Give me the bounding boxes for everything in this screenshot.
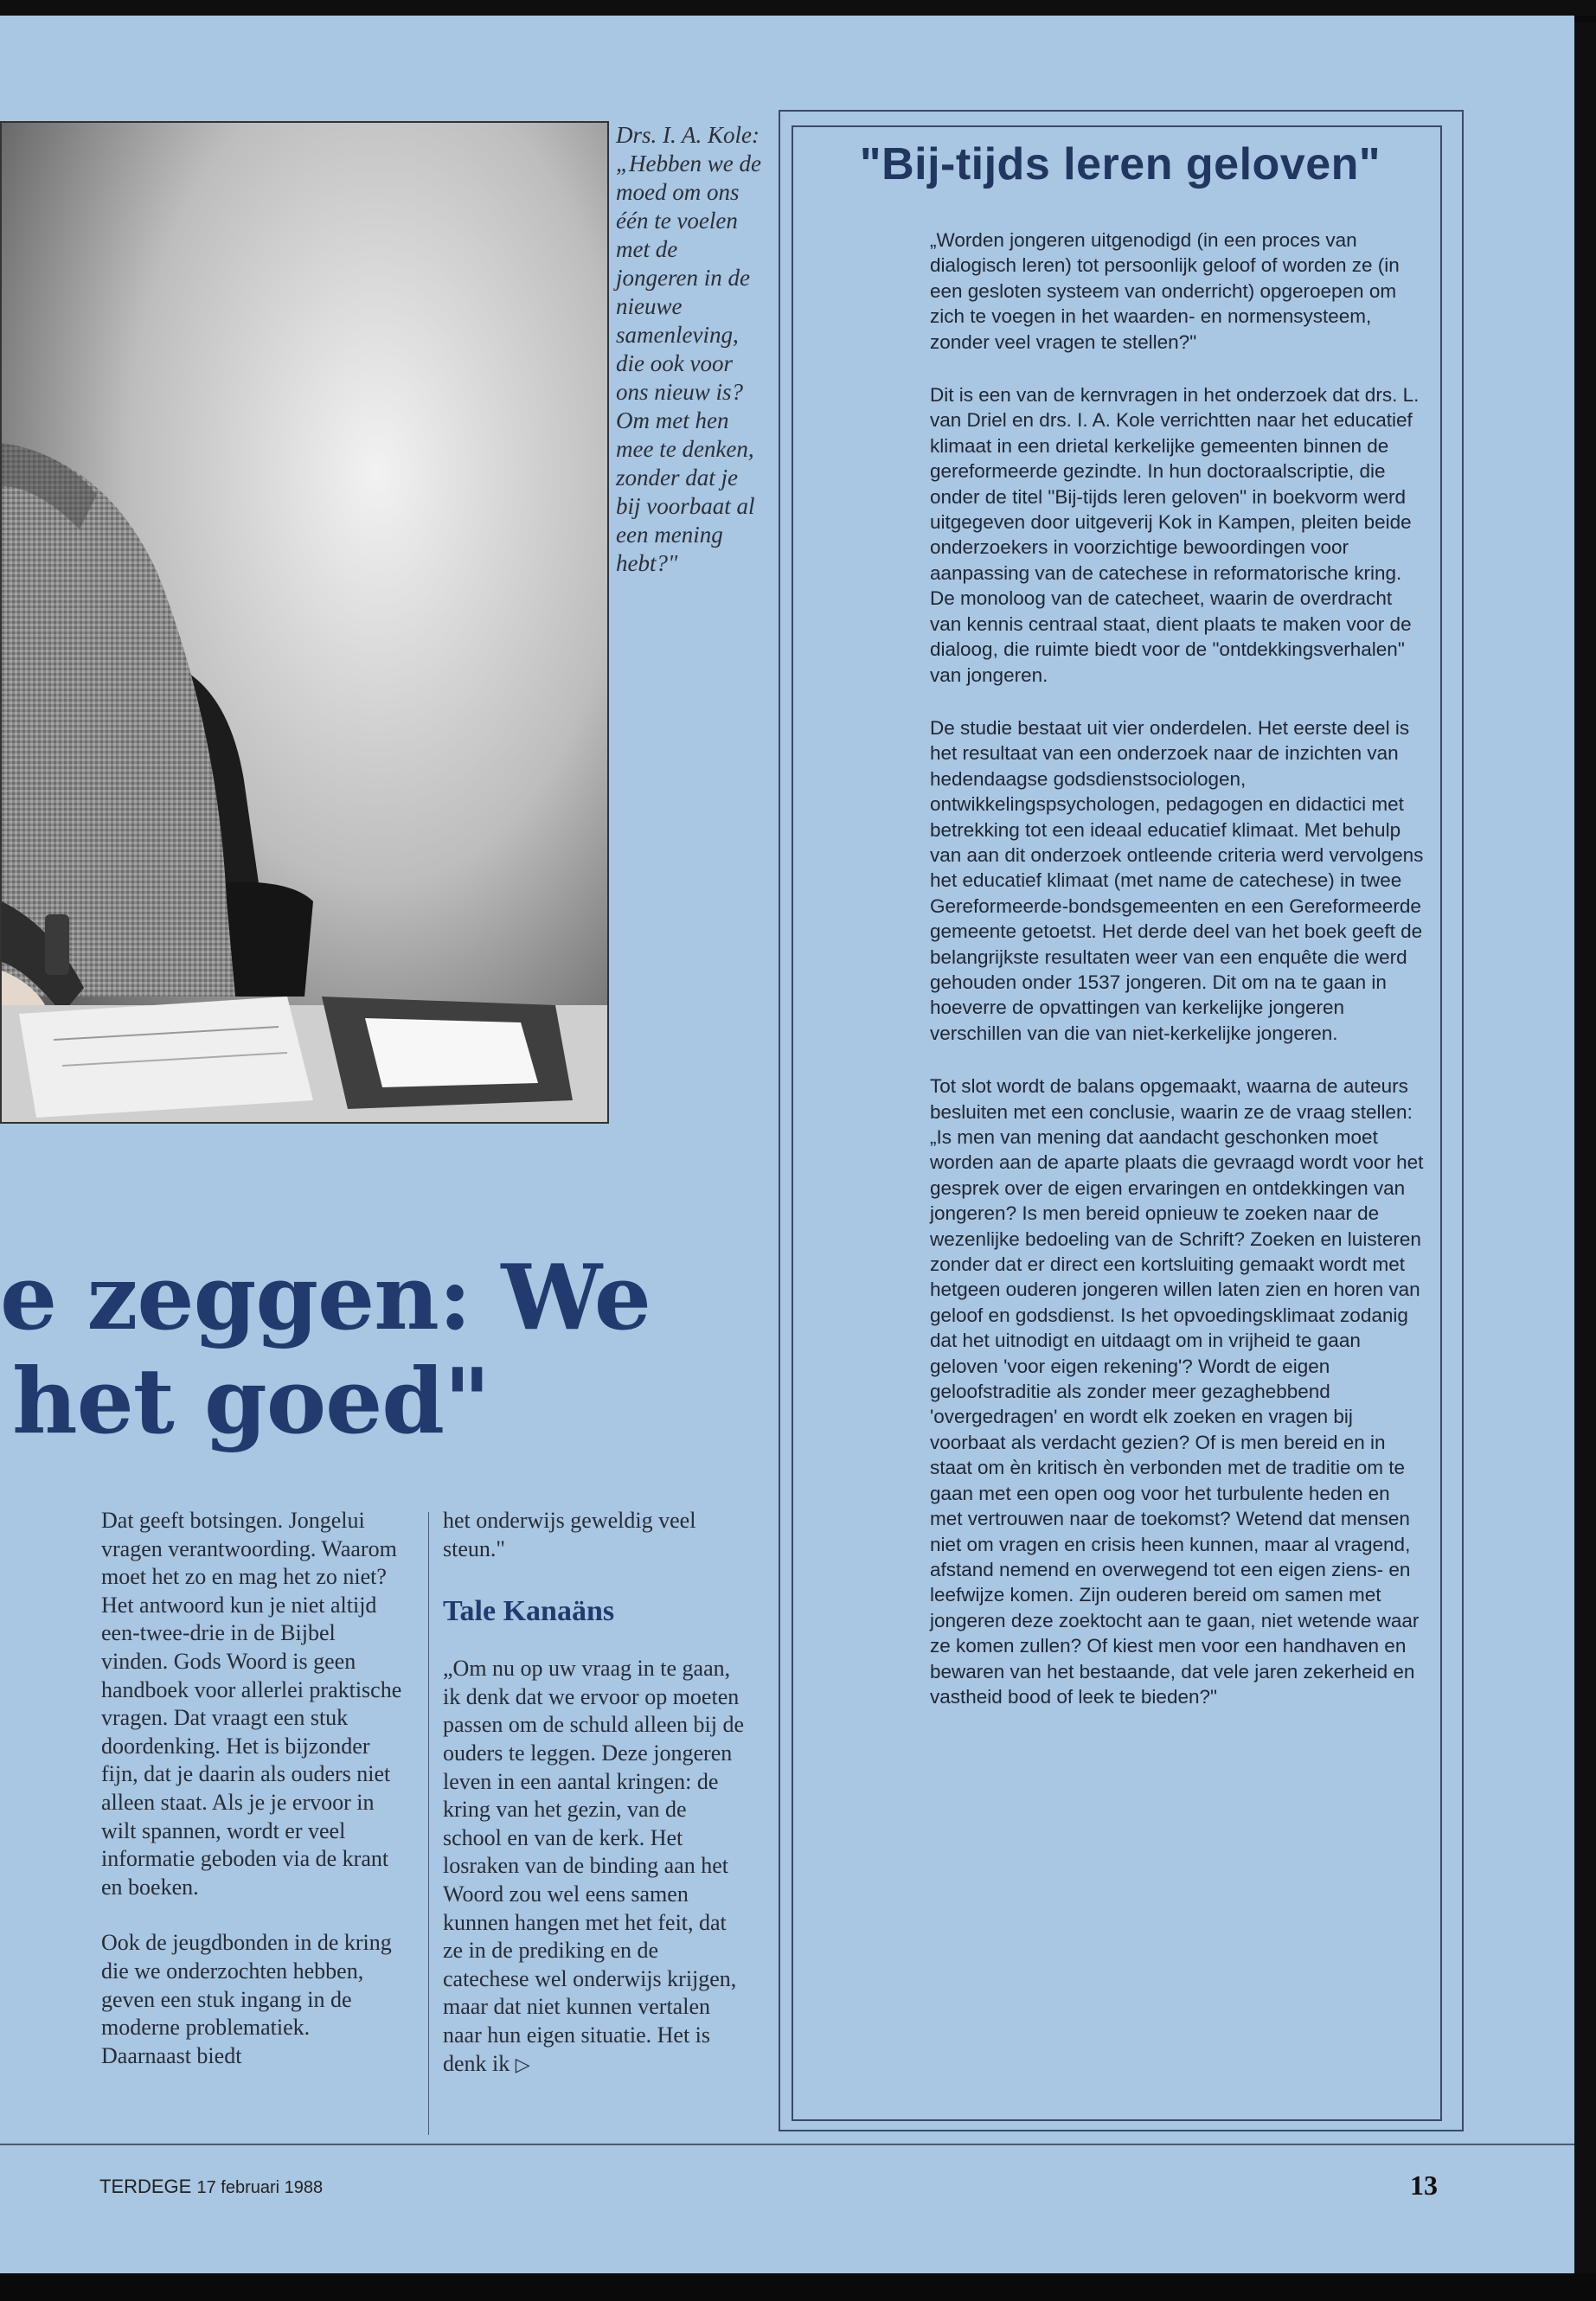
sidebar-paragraph: Tot slot wordt de balans opgemaakt, waarna de auteurs besluiten met een conclusie, waarin ze de vraag stellen: „Is men van mening dat aandacht geschonken moet worden aan de aparte plaats die gevraagd wordt voor het gesprek over de eigen ervaringen en ontdekkingen van jongeren? Is men bereid opnieuw te zoeken naar de wezenlijke bedoeling van de Schrift? Zoeken en luisteren zonder dat er direct een kortsluiting gemaakt wordt met hetgeen ouderen jongeren willen laten zien en horen van geloof en godsdienst. Is het opvoedingsklimaat zodanig dat het uitnodigt en uitdaagt om in vrijheid te gaan geloven 'voor eigen rekening'? Wordt de eigen geloofstraditie als zonder meer gezaghebbend 'overgedragen' en wordt elk zoeken en vragen bij voorbaat als verdacht gezien? Of is men bereid en in staat om èn kritisch èn verbonden met de traditie om te gaan met een open oog voor het turbulente heden en met vertrouwen naar de toekomst? Wetend dat mensen niet om vragen en crisis heen kunnen, maar al vragend, afstand nemend en overwegend tot een eigen ziens- en leefwijze komen. Zijn ouderen bereid om samen met jongeren deze zoektocht aan te gaan, niet wetende waar ze komen zullen? Of kiest men voor een handhaven en bewaren van het bestaande, dat vele jaren zekerheid en vastheid bood of leek te bieden?"	[930, 1075, 1424, 1708]
footer-credit	[99, 2176, 323, 2198]
issue-date: 17 februari 1988	[196, 2178, 324, 2197]
article-column-1	[101, 1507, 404, 2098]
column-1-paragraph: Ook de jeugdbonden in de kring die we onderzochten hebben, geven een stuk ingang in de moderne problematiek. Daarnaast biedt	[101, 1930, 392, 2068]
column-2-paragraph	[443, 1655, 750, 2079]
headline-line-1: e zeggen: We	[0, 1244, 651, 1350]
article-headline	[0, 1244, 651, 1454]
column-1-paragraph: Dat geeft botsingen. Jongelui vragen verantwoording. Waarom moet het zo en mag het zo niet? Het antwoord kun je niet altijd een-twee-drie in de Bijbel vinden. Gods Woord is geen handboek voor allerlei praktische vragen. Dat vraagt een stuk doordenking. Het is bijzonder fijn, dat je daarin als ouders niet alleen staat. Als je je ervoor in wilt spannen, wordt er veel informatie geboden via de krant en boeken.	[101, 1508, 402, 1900]
footer-rule	[0, 2144, 1574, 2145]
subheading: Tale Kanaäns	[443, 1595, 615, 1628]
sidebar-paragraph: „Worden jongeren uitgenodigd (in een proces van dialogisch leren) tot persoonlijk geloof of worden ze (in een gesloten systeem van onderricht) opgeroepen om zich te voegen in het waarden- en normensysteem, zonder veel vragen te stellen?"	[930, 229, 1400, 353]
sidebar-body	[930, 228, 1427, 1737]
column-divider	[428, 1512, 429, 2135]
portrait-photo	[0, 121, 609, 1124]
continue-arrow-icon: ▷	[515, 2053, 530, 2075]
sidebar-paragraph: De studie bestaat uit vier onderdelen. Het eerste deel is het resultaat van een onderzoek naar de inzichten van hedendaagse godsdienstsociologen, ontwikkelingspsychologen, pedagogen en didactici met betrekking tot een ideaal educatief klimaat. Met behulp van aan dit onderzoek ontleende criteria werd vervolgens het educatief klimaat (met name de catechese) in twee Gereformeerde-bondsgemeenten en een Gereformeerde gemeente getoetst. Het derde deel van het boek geeft de belangrijkste resultaten weer van een enquête die werd gehouden onder 1537 jongeren. Dit om na te gaan in hoeverre de opvattingen van kerkelijke jongeren verschillen van die van niet-kerkelijke jongeren.	[930, 716, 1424, 1044]
bottom-border	[0, 2273, 1596, 2301]
page-number: 13	[1410, 2170, 1438, 2201]
sidebar-paragraph: Dit is een van de kernvragen in het onderzoek dat drs. L. van Driel en drs. I. A. Kole verrichtten naar het educatief klimaat in een drietal kerkelijke gemeenten binnen de gereformeerde gezindte. In hun doctoraalscriptie, die onder de titel "Bij-tijds leren geloven" in boekvorm werd uitgegeven door uitgeverij Kok in Kampen, pleiten beide onderzoekers in voorzichtige bewoordingen voor aanpassing van de catechese in reformatorische kring. De monoloog van de catecheet, waarin de overdracht van kennis centraal staat, dient plaats te maken voor de dialoog, die ruimte biedt voor de "ontdekkingsverhalen" van jongeren.	[930, 384, 1420, 686]
column-2-lead: het onderwijs geweldig veel steun."	[443, 1508, 696, 1561]
headline-line-2: het goed"	[12, 1348, 490, 1454]
sidebar-title: "Bij-tijds leren geloven"	[859, 139, 1381, 189]
column-2-text: „Om nu op uw vraag in te gaan, ik denk dat we ervoor op moeten passen om de schuld alleen bij de ouders te leggen. Deze jongeren leven in een aantal kringen: de kring van het gezin, van de school en van de kerk. Het losraken van de binding aan het Woord zou wel eens samen kunnen hangen met het feit, dat ze in de prediking en de catechese wel onderwijs krijgen, maar dat niet kunnen vertalen naar hun eigen situatie. Het is denk ik	[443, 1656, 745, 2076]
article-column-2	[443, 1507, 750, 2079]
magazine-name: TERDEGE	[99, 2176, 192, 2197]
photo-caption: Drs. I. A. Kole: „Hebben we de moed om ons één te voelen met de jongeren in de nieuwe samenleving, die ook voor ons nieuw is? Om met hen mee te denken, zonder dat je bij voorbaat al een mening hebt?"	[616, 122, 761, 576]
